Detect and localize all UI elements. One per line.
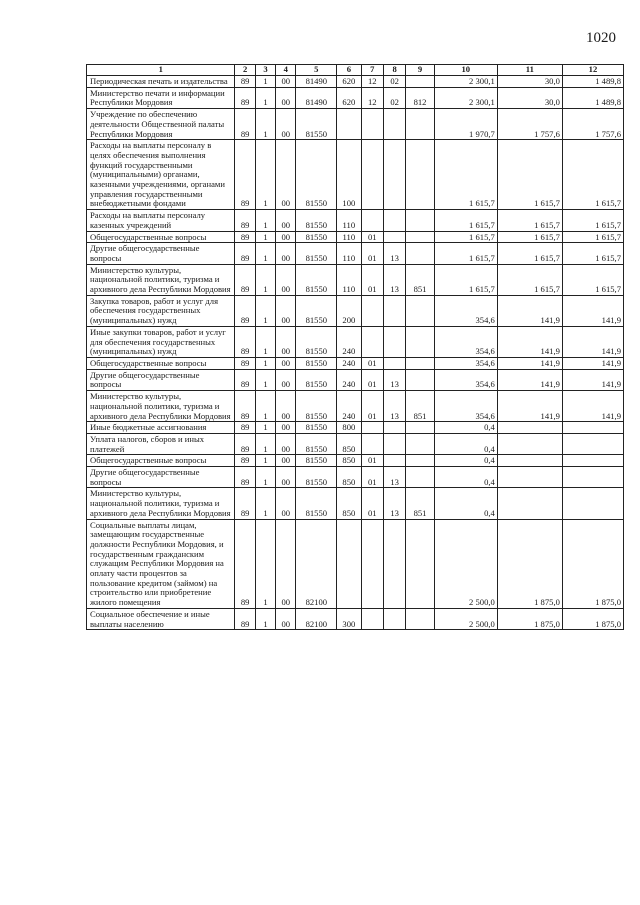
cell-col9: 812 [406, 87, 434, 108]
cell-amount-col10: 2 500,0 [434, 608, 497, 629]
cell-col6: 620 [337, 87, 361, 108]
row-name: Расходы на выплаты персоналу казенных учреждений [87, 210, 235, 231]
cell-amount-col12: 141,9 [562, 391, 623, 422]
cell-amount-col11: 141,9 [497, 357, 562, 369]
table-row [87, 231, 624, 243]
cell-amount-col12: 1 489,8 [562, 87, 623, 108]
table-row [87, 210, 624, 231]
cell-col9 [406, 243, 434, 264]
cell-amount-col10: 0,4 [434, 433, 497, 454]
cell-amount-col11: 30,0 [497, 87, 562, 108]
cell-col4: 00 [276, 140, 296, 210]
cell-col3: 1 [255, 433, 275, 454]
cell-col4: 00 [276, 76, 296, 88]
cell-col2: 89 [235, 295, 255, 326]
row-name: Иные закупки товаров, работ и услуг для обеспечения государственных (муниципальных) нужд [87, 326, 235, 357]
cell-col3: 1 [255, 140, 275, 210]
cell-amount-col10: 1 615,7 [434, 243, 497, 264]
cell-amount-col10: 1 615,7 [434, 264, 497, 295]
cell-col4: 00 [276, 455, 296, 467]
cell-amount-col10: 2 500,0 [434, 519, 497, 608]
cell-col8: 13 [383, 467, 405, 488]
cell-col6: 620 [337, 76, 361, 88]
cell-col4: 00 [276, 210, 296, 231]
cell-col9 [406, 422, 434, 434]
page-number: 1020 [586, 30, 616, 46]
cell-col2: 89 [235, 467, 255, 488]
cell-amount-col11: 1 615,7 [497, 140, 562, 210]
cell-col5: 81550 [296, 488, 337, 519]
row-name: Другие общегосударственные вопросы [87, 369, 235, 390]
cell-col8: 13 [383, 391, 405, 422]
cell-amount-col10: 1 615,7 [434, 231, 497, 243]
row-name: Министерство культуры, национальной политики, туризма и архивного дела Республики Мордовия [87, 264, 235, 295]
header-row [87, 65, 624, 76]
cell-col3: 1 [255, 231, 275, 243]
cell-col6: 240 [337, 357, 361, 369]
cell-amount-col11: 141,9 [497, 295, 562, 326]
cell-col3: 1 [255, 326, 275, 357]
cell-col9 [406, 210, 434, 231]
cell-col6: 110 [337, 243, 361, 264]
cell-col5: 82100 [296, 519, 337, 608]
table-row [87, 455, 624, 467]
col-header: 8 [383, 65, 405, 76]
cell-col2: 89 [235, 264, 255, 295]
cell-col9 [406, 369, 434, 390]
cell-col9 [406, 357, 434, 369]
cell-amount-col12: 1 615,7 [562, 243, 623, 264]
cell-amount-col12 [562, 488, 623, 519]
cell-amount-col12: 1 489,8 [562, 76, 623, 88]
cell-col5: 81550 [296, 433, 337, 454]
cell-col9 [406, 140, 434, 210]
table-row [87, 295, 624, 326]
cell-col2: 89 [235, 76, 255, 88]
cell-col6: 100 [337, 140, 361, 210]
cell-amount-col11: 1 615,7 [497, 210, 562, 231]
table-row [87, 391, 624, 422]
cell-amount-col11 [497, 422, 562, 434]
cell-amount-col11: 1 615,7 [497, 231, 562, 243]
col-header: 3 [255, 65, 275, 76]
cell-col9 [406, 326, 434, 357]
cell-col6: 240 [337, 391, 361, 422]
row-name: Общегосударственные вопросы [87, 231, 235, 243]
table-row [87, 519, 624, 608]
table-row [87, 608, 624, 629]
cell-col6 [337, 519, 361, 608]
cell-col8 [383, 326, 405, 357]
cell-amount-col11: 141,9 [497, 326, 562, 357]
cell-col9 [406, 608, 434, 629]
cell-col4: 00 [276, 109, 296, 140]
cell-col4: 00 [276, 264, 296, 295]
row-name: Общегосударственные вопросы [87, 455, 235, 467]
cell-col4: 00 [276, 488, 296, 519]
col-header: 5 [296, 65, 337, 76]
col-header: 12 [562, 65, 623, 76]
cell-col6: 240 [337, 326, 361, 357]
cell-col7 [361, 295, 383, 326]
cell-col8: 13 [383, 488, 405, 519]
cell-amount-col10: 0,4 [434, 422, 497, 434]
cell-col5: 81550 [296, 422, 337, 434]
cell-col5: 81550 [296, 455, 337, 467]
cell-amount-col10: 354,6 [434, 326, 497, 357]
cell-col2: 89 [235, 422, 255, 434]
cell-col6: 300 [337, 608, 361, 629]
table-row [87, 140, 624, 210]
cell-amount-col10: 354,6 [434, 369, 497, 390]
col-header: 1 [87, 65, 235, 76]
cell-col2: 89 [235, 519, 255, 608]
row-name: Иные бюджетные ассигнования [87, 422, 235, 434]
cell-amount-col12: 1 757,6 [562, 109, 623, 140]
cell-col7 [361, 326, 383, 357]
cell-amount-col10: 354,6 [434, 295, 497, 326]
cell-col2: 89 [235, 210, 255, 231]
cell-col8: 13 [383, 243, 405, 264]
cell-col2: 89 [235, 87, 255, 108]
cell-col4: 00 [276, 608, 296, 629]
cell-amount-col11 [497, 467, 562, 488]
cell-amount-col10: 354,6 [434, 357, 497, 369]
cell-amount-col12: 141,9 [562, 326, 623, 357]
cell-col2: 89 [235, 243, 255, 264]
cell-col6 [337, 109, 361, 140]
cell-amount-col12 [562, 455, 623, 467]
cell-amount-col10: 0,4 [434, 488, 497, 519]
cell-col8: 13 [383, 264, 405, 295]
cell-col8: 02 [383, 87, 405, 108]
table-row [87, 326, 624, 357]
cell-col8 [383, 210, 405, 231]
cell-col7 [361, 519, 383, 608]
cell-col7: 01 [361, 369, 383, 390]
cell-col4: 00 [276, 357, 296, 369]
cell-col7 [361, 210, 383, 231]
cell-amount-col10: 1 970,7 [434, 109, 497, 140]
cell-amount-col12 [562, 433, 623, 454]
cell-col5: 81550 [296, 391, 337, 422]
cell-amount-col12: 141,9 [562, 295, 623, 326]
cell-col4: 00 [276, 326, 296, 357]
cell-col2: 89 [235, 455, 255, 467]
cell-col9 [406, 519, 434, 608]
cell-amount-col11: 1 757,6 [497, 109, 562, 140]
col-header: 10 [434, 65, 497, 76]
cell-amount-col11 [497, 488, 562, 519]
cell-col7: 01 [361, 488, 383, 519]
table-row [87, 433, 624, 454]
cell-amount-col11: 1 615,7 [497, 243, 562, 264]
table-row [87, 369, 624, 390]
cell-col8 [383, 519, 405, 608]
cell-col4: 00 [276, 391, 296, 422]
cell-col3: 1 [255, 488, 275, 519]
cell-col8 [383, 433, 405, 454]
col-header: 9 [406, 65, 434, 76]
cell-col9 [406, 295, 434, 326]
cell-col8 [383, 455, 405, 467]
row-name: Уплата налогов, сборов и иных платежей [87, 433, 235, 454]
cell-col7 [361, 433, 383, 454]
col-header: 11 [497, 65, 562, 76]
cell-amount-col10: 1 615,7 [434, 140, 497, 210]
cell-col7: 01 [361, 357, 383, 369]
row-name: Другие общегосударственные вопросы [87, 243, 235, 264]
col-header: 2 [235, 65, 255, 76]
cell-amount-col11: 30,0 [497, 76, 562, 88]
cell-col5: 82100 [296, 608, 337, 629]
table-row [87, 488, 624, 519]
cell-col5: 81550 [296, 264, 337, 295]
cell-col8: 02 [383, 76, 405, 88]
cell-col5: 81490 [296, 76, 337, 88]
row-name: Расходы на выплаты персоналу в целях обеспечения выполнения функций государственными (муниципальными) органами, казенными учреждениями, органами управления государственными внебюджетными фондами [87, 140, 235, 210]
cell-col6: 200 [337, 295, 361, 326]
cell-col7: 01 [361, 455, 383, 467]
table-row [87, 357, 624, 369]
cell-col9: 851 [406, 264, 434, 295]
cell-col6: 240 [337, 369, 361, 390]
col-header: 7 [361, 65, 383, 76]
cell-col2: 89 [235, 109, 255, 140]
cell-col5: 81550 [296, 109, 337, 140]
cell-amount-col11 [497, 433, 562, 454]
cell-amount-col10: 1 615,7 [434, 210, 497, 231]
cell-col6: 800 [337, 422, 361, 434]
cell-col9 [406, 76, 434, 88]
cell-col7: 12 [361, 76, 383, 88]
row-name: Учреждение по обеспечению деятельности Общественной палаты Республики Мордовия [87, 109, 235, 140]
cell-col5: 81550 [296, 210, 337, 231]
row-name: Министерство печати и информации Республики Мордовия [87, 87, 235, 108]
cell-amount-col12: 1 875,0 [562, 608, 623, 629]
cell-amount-col11: 1 615,7 [497, 264, 562, 295]
cell-col5: 81550 [296, 326, 337, 357]
cell-amount-col10: 2 300,1 [434, 76, 497, 88]
cell-col3: 1 [255, 519, 275, 608]
cell-col6: 110 [337, 231, 361, 243]
cell-col4: 00 [276, 467, 296, 488]
cell-col8 [383, 231, 405, 243]
cell-col2: 89 [235, 326, 255, 357]
cell-col4: 00 [276, 422, 296, 434]
cell-col5: 81550 [296, 369, 337, 390]
cell-col8: 13 [383, 369, 405, 390]
cell-amount-col12: 1 615,7 [562, 210, 623, 231]
cell-col5: 81550 [296, 357, 337, 369]
cell-col2: 89 [235, 391, 255, 422]
cell-col7 [361, 109, 383, 140]
cell-col4: 00 [276, 519, 296, 608]
row-name: Министерство культуры, национальной политики, туризма и архивного дела Республики Мордовия [87, 488, 235, 519]
cell-amount-col12 [562, 422, 623, 434]
cell-col2: 89 [235, 608, 255, 629]
cell-col7 [361, 422, 383, 434]
cell-col8 [383, 295, 405, 326]
cell-col6: 110 [337, 264, 361, 295]
cell-col5: 81550 [296, 231, 337, 243]
cell-amount-col11: 1 875,0 [497, 608, 562, 629]
cell-amount-col10: 0,4 [434, 455, 497, 467]
cell-col3: 1 [255, 391, 275, 422]
col-header: 6 [337, 65, 361, 76]
cell-col6: 850 [337, 467, 361, 488]
cell-col7: 01 [361, 391, 383, 422]
cell-amount-col10: 0,4 [434, 467, 497, 488]
cell-col6: 110 [337, 210, 361, 231]
cell-col8 [383, 422, 405, 434]
row-name: Другие общегосударственные вопросы [87, 467, 235, 488]
cell-col9 [406, 467, 434, 488]
cell-col3: 1 [255, 76, 275, 88]
budget-table [86, 64, 624, 630]
cell-col3: 1 [255, 210, 275, 231]
cell-col7 [361, 140, 383, 210]
cell-col9: 851 [406, 391, 434, 422]
cell-amount-col12: 141,9 [562, 357, 623, 369]
cell-amount-col12: 1 615,7 [562, 140, 623, 210]
cell-col5: 81550 [296, 467, 337, 488]
table-row [87, 76, 624, 88]
cell-col4: 00 [276, 433, 296, 454]
cell-col3: 1 [255, 455, 275, 467]
cell-amount-col12 [562, 467, 623, 488]
cell-col9 [406, 231, 434, 243]
row-name: Общегосударственные вопросы [87, 357, 235, 369]
cell-amount-col12: 141,9 [562, 369, 623, 390]
table-row [87, 109, 624, 140]
cell-amount-col10: 2 300,1 [434, 87, 497, 108]
cell-col3: 1 [255, 264, 275, 295]
cell-amount-col12: 1 615,7 [562, 231, 623, 243]
cell-col4: 00 [276, 87, 296, 108]
cell-amount-col12: 1 615,7 [562, 264, 623, 295]
cell-amount-col10: 354,6 [434, 391, 497, 422]
cell-col7 [361, 608, 383, 629]
cell-col2: 89 [235, 488, 255, 519]
cell-col8 [383, 357, 405, 369]
cell-col3: 1 [255, 295, 275, 326]
cell-amount-col11: 141,9 [497, 391, 562, 422]
cell-col2: 89 [235, 357, 255, 369]
cell-amount-col12: 1 875,0 [562, 519, 623, 608]
cell-col2: 89 [235, 140, 255, 210]
cell-col9: 851 [406, 488, 434, 519]
cell-col2: 89 [235, 231, 255, 243]
cell-col3: 1 [255, 109, 275, 140]
cell-col8 [383, 109, 405, 140]
cell-amount-col11: 1 875,0 [497, 519, 562, 608]
cell-amount-col11: 141,9 [497, 369, 562, 390]
cell-col3: 1 [255, 87, 275, 108]
cell-col2: 89 [235, 433, 255, 454]
cell-col3: 1 [255, 369, 275, 390]
cell-amount-col11 [497, 455, 562, 467]
cell-col3: 1 [255, 608, 275, 629]
cell-col4: 00 [276, 369, 296, 390]
cell-col4: 00 [276, 295, 296, 326]
table-row [87, 467, 624, 488]
table-row [87, 264, 624, 295]
cell-col7: 01 [361, 467, 383, 488]
cell-col6: 850 [337, 455, 361, 467]
cell-col6: 850 [337, 488, 361, 519]
col-header: 4 [276, 65, 296, 76]
cell-col5: 81550 [296, 140, 337, 210]
cell-col8 [383, 608, 405, 629]
row-name: Министерство культуры, национальной политики, туризма и архивного дела Республики Мордовия [87, 391, 235, 422]
cell-col7: 01 [361, 264, 383, 295]
cell-col8 [383, 140, 405, 210]
cell-col7: 01 [361, 243, 383, 264]
cell-col5: 81490 [296, 87, 337, 108]
row-name: Закупка товаров, работ и услуг для обеспечения государственных (муниципальных) нужд [87, 295, 235, 326]
cell-col5: 81550 [296, 243, 337, 264]
table-row [87, 243, 624, 264]
cell-col9 [406, 433, 434, 454]
table-row [87, 422, 624, 434]
cell-col9 [406, 109, 434, 140]
cell-col7: 12 [361, 87, 383, 108]
cell-col3: 1 [255, 243, 275, 264]
table-row [87, 87, 624, 108]
row-name: Периодическая печать и издательства [87, 76, 235, 88]
cell-col3: 1 [255, 422, 275, 434]
cell-col3: 1 [255, 467, 275, 488]
cell-col2: 89 [235, 369, 255, 390]
row-name: Социальное обеспечение и иные выплаты населению [87, 608, 235, 629]
cell-col6: 850 [337, 433, 361, 454]
cell-col7: 01 [361, 231, 383, 243]
cell-col9 [406, 455, 434, 467]
cell-col3: 1 [255, 357, 275, 369]
cell-col4: 00 [276, 243, 296, 264]
row-name: Социальные выплаты лицам, замещающим государственные должности Республики Мордовия, и государственным гражданским служащим Республики Мордовия на оплату части процентов за пользование кредитом (займом) на строительство или приобретение жилого помещения [87, 519, 235, 608]
cell-col4: 00 [276, 231, 296, 243]
cell-col5: 81550 [296, 295, 337, 326]
